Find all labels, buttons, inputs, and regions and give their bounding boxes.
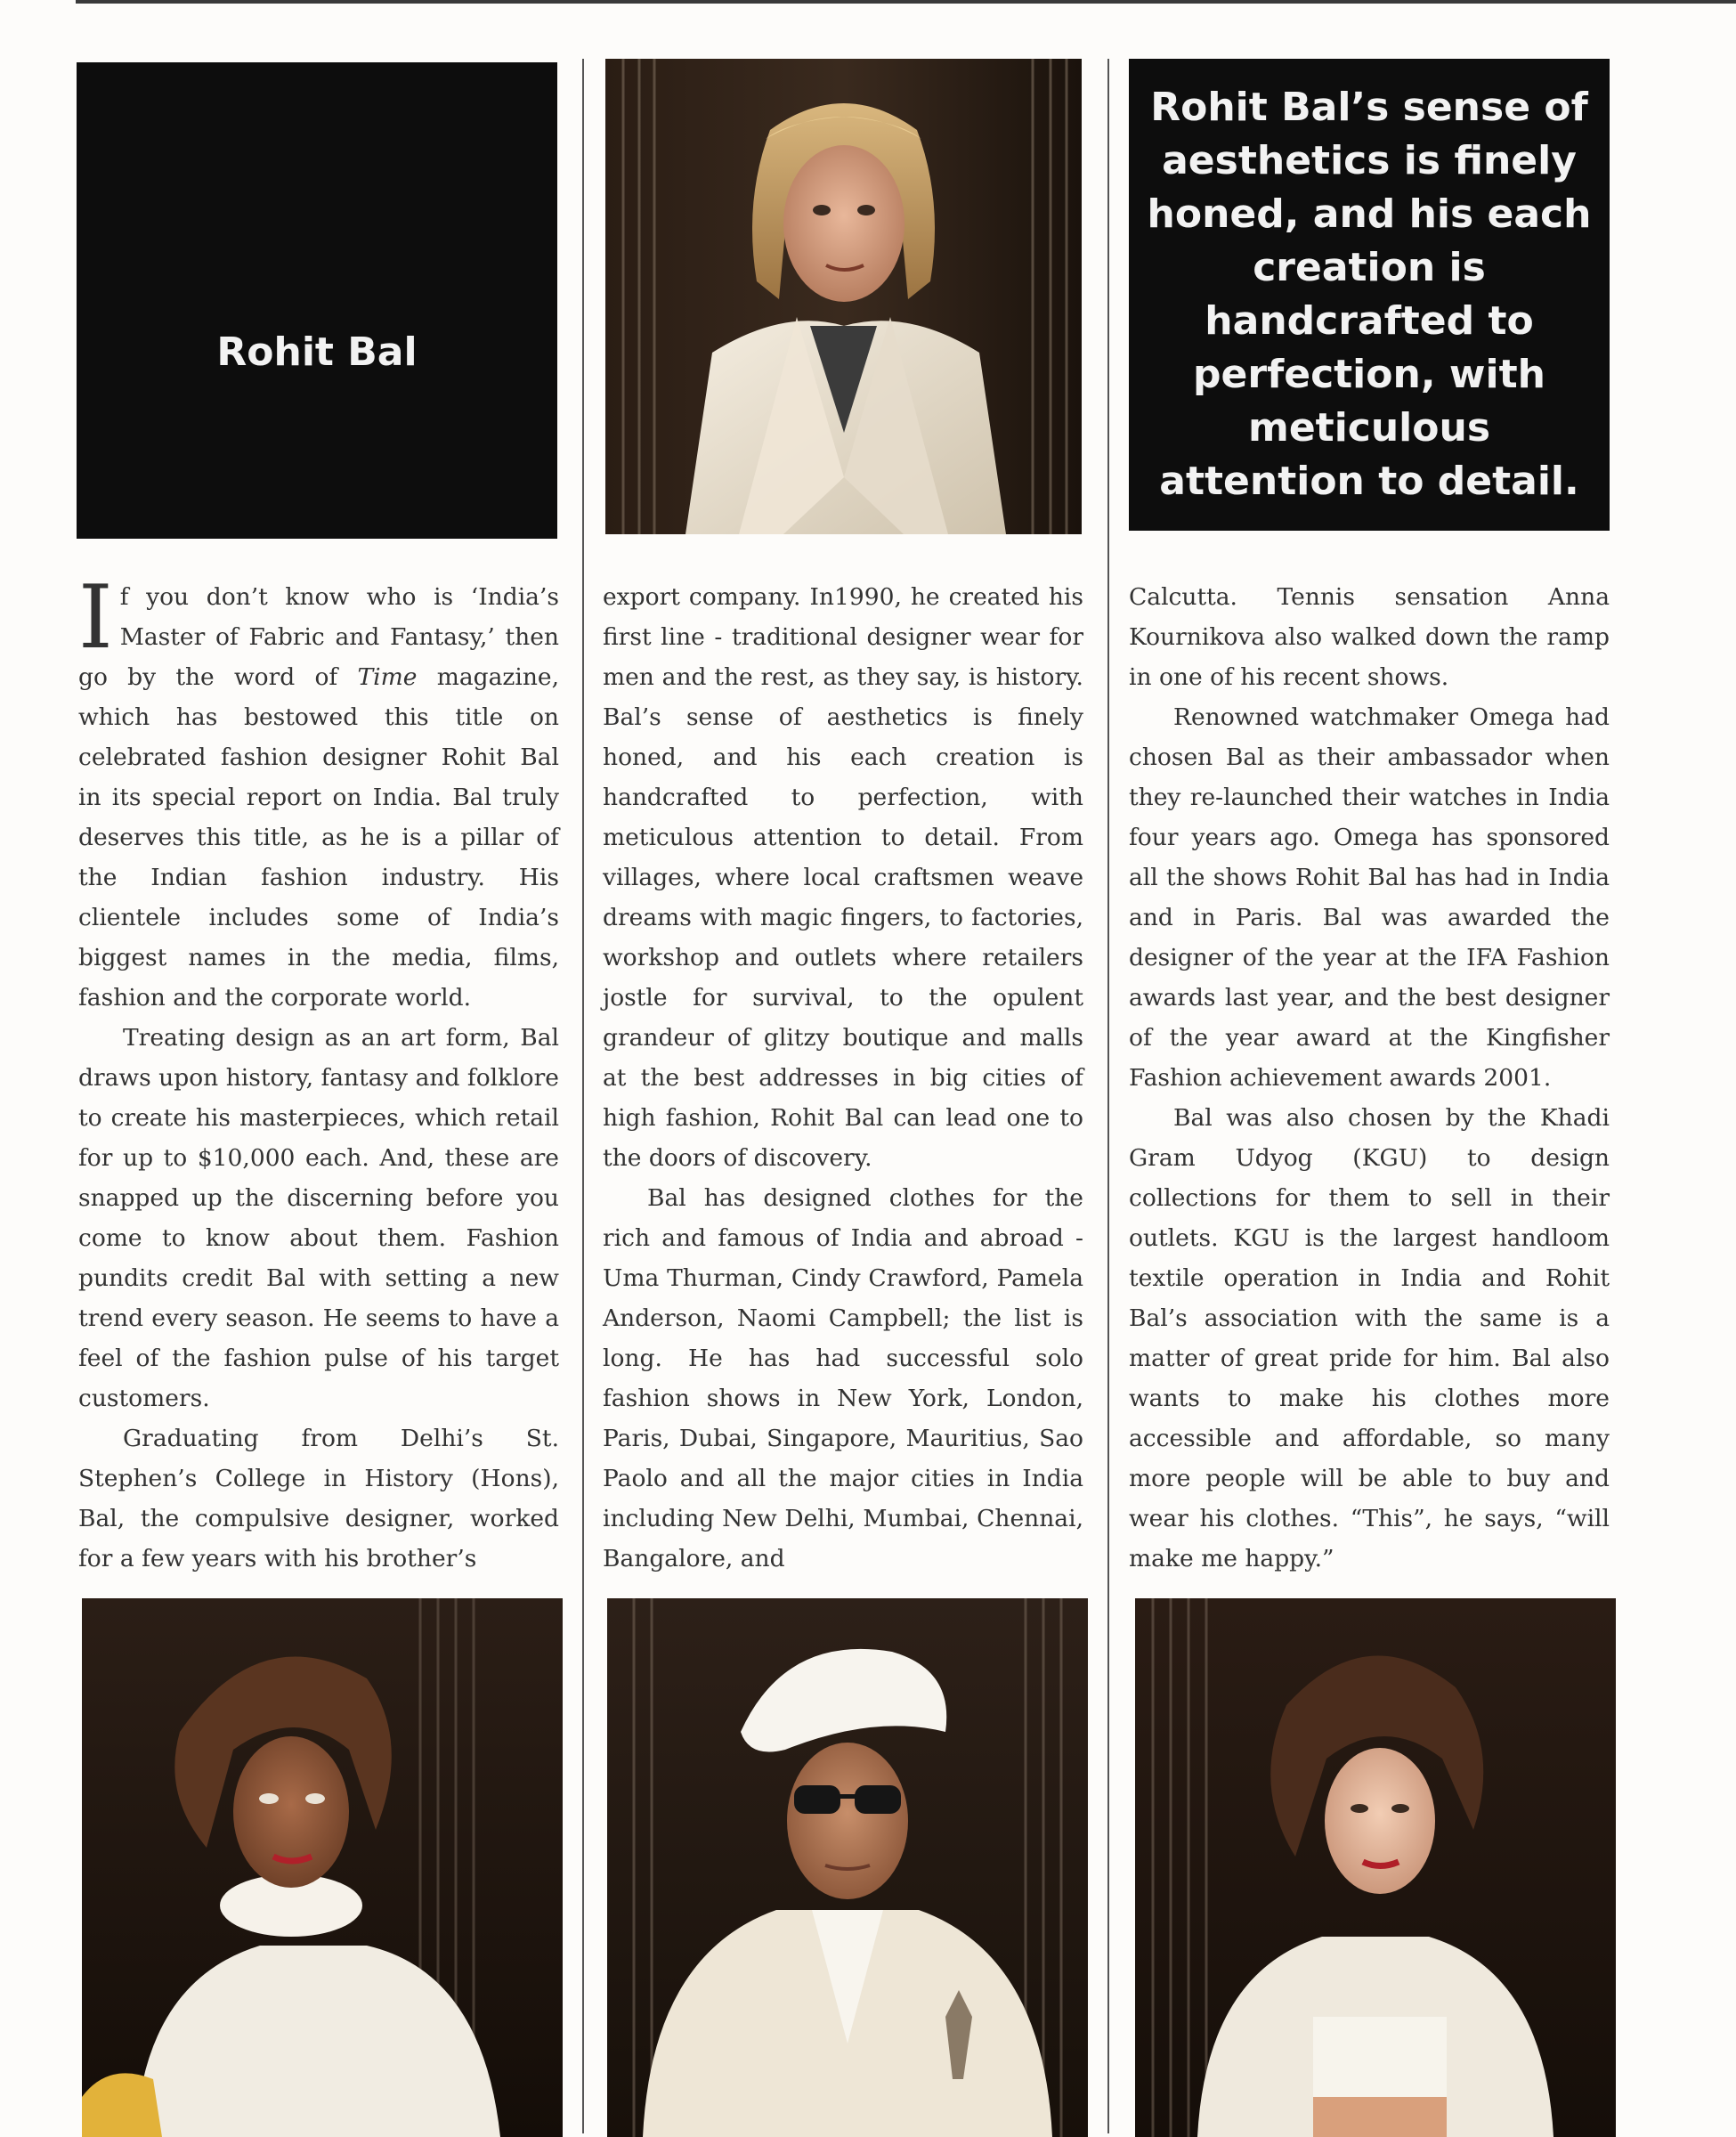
article-paragraph: Treating design as an art form, Bal draws upon history, fantasy and folklore to create his masterpieces, which retail for up to $10,000 each. And, these are snapped up the discerning before you come to know about them. Fashion pundits credit Bal with setting a new trend every season. He seems to have a feel of the fashion pulse of his target customers. xyxy=(78,1024,559,1412)
runway-model-photo-2 xyxy=(607,1598,1088,2137)
article-column-1 xyxy=(78,567,559,1579)
pull-quote: Rohit Bal’s sense of aesthetics is finely honed, and his each creation is handcrafted to perfection, with meticulous attention to detail. xyxy=(1147,85,1592,504)
article-column-3 xyxy=(1129,577,1610,1579)
runway-model-photo-1 xyxy=(82,1598,563,2137)
column-rule-right xyxy=(1107,59,1109,2133)
article-paragraph xyxy=(78,567,559,1018)
runway-model-photo-3 xyxy=(1135,1598,1616,2137)
article-paragraph: Renowned watchmaker Omega had chosen Bal as their ambassador when they re-launched their watches in India four years ago. Omega has sponsored all the shows Rohit Bal has had in India and in Paris. Bal was awarded the designer of the year at the IFA Fashion awards last year, and the best designer of the year award at the Kingfisher Fashion achievement awards 2001. xyxy=(1129,703,1610,1092)
article-paragraph: Calcutta. Tennis sensation Anna Kournikova also walked down the ramp in one of his recent shows. xyxy=(1129,583,1610,691)
magazine-name: Time xyxy=(357,663,418,691)
article-paragraph: Bal has designed clothes for the rich and famous of India and abroad - Uma Thurman, Cindy Crawford, Pamela Anderson, Naomi Campbell; the list is long. He has had successful solo fashion shows in New York, London, Paris, Dubai, Singapore, Mauritius, Sao Paolo and all the major cities in India including New Delhi, Mumbai, Chennai, Bangalore, and xyxy=(603,1184,1083,1572)
title-box xyxy=(77,62,557,539)
drop-cap: I xyxy=(78,567,113,669)
column-rule-left xyxy=(582,59,584,2133)
paragraph-text: magazine, which has bestowed this title on celebrated fashion designer Rohit Bal in its special report on India. Bal truly deserves this title, as he is a pillar of the Indian fashion industry. His clientele includes some of India’s biggest names in the media, films, fashion and the corporate world. xyxy=(78,663,559,1012)
top-rule xyxy=(76,0,1736,4)
designer-portrait-photo xyxy=(605,59,1082,534)
article-column-2 xyxy=(603,577,1083,1579)
article-title: Rohit Bal xyxy=(216,329,418,375)
article-paragraph: Graduating from Delhi’s St. Stephen’s College in History (Hons), Bal, the compulsive designer, worked for a few years with his brother’s xyxy=(78,1425,559,1572)
pull-quote-box xyxy=(1129,59,1610,531)
article-paragraph: Bal was also chosen by the Khadi Gram Udyog (KGU) to design collections for them to sell in their outlets. KGU is the largest handloom textile operation in India and Rohit Bal’s association with the same is a matter of great pride for him. Bal also wants to make his clothes more accessible and affordable, so many more people will be able to buy and wear his clothes. “This”, he says, “will make me happy.” xyxy=(1129,1104,1610,1572)
paragraph-text: f you don’t know who is ‘India’s Master of Fabric and Fantasy,’ then go by the word of xyxy=(78,583,559,691)
article-paragraph: export company. In1990, he created his first line - traditional designer wear for men and the rest, as they say, is history. Bal’s sense of aesthetics is finely honed, and his each creation is handcrafted to perfection, with meticulous attention to detail. From villages, where local craftsmen weave dreams with magic fingers, to factories, workshop and outlets where retailers jostle for survival, to the opulent grandeur of glitzy boutique and malls at the best addresses in big cities of high fashion, Rohit Bal can lead one to the doors of discovery. xyxy=(603,583,1083,1172)
